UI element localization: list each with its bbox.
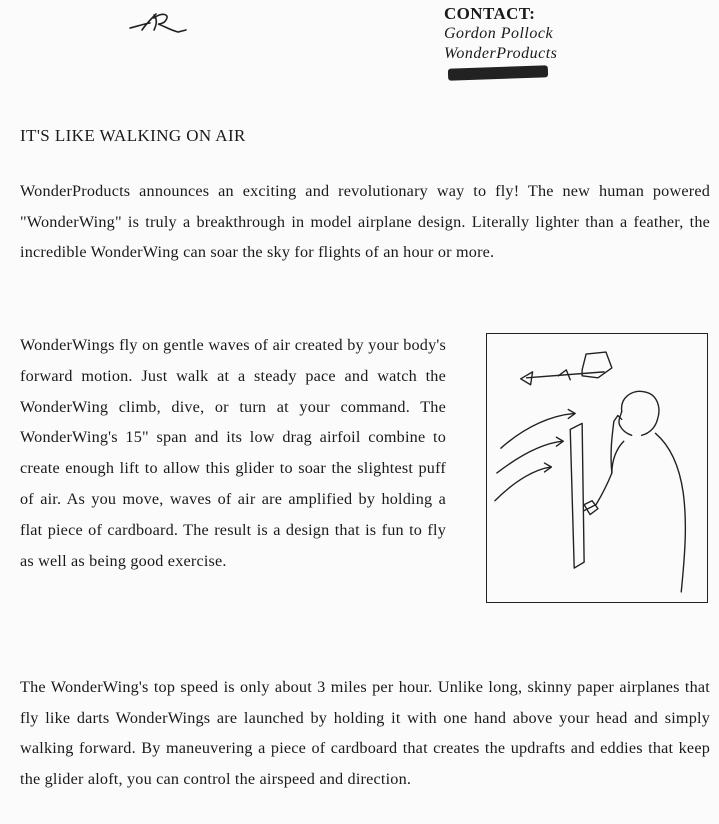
person-face <box>619 412 632 436</box>
handwritten-initials <box>128 6 188 38</box>
person-arm-forward <box>584 473 612 511</box>
paragraph-speed: The WonderWing's top speed is only about 3 miles per hour. Unlike long, skinny paper airplanes that fly like darts WonderWings are launched by holding it with one hand above your head and simply walking forward. By maneuvering a piece of cardboard that creates the updrafts and eddies that keep the glider aloft, you can control the airspeed and direction. <box>20 678 710 788</box>
person-head <box>622 391 659 435</box>
contact-company: WonderProducts <box>444 45 558 62</box>
contact-block <box>444 4 557 79</box>
headline: IT'S LIKE WALKING ON AIR <box>20 126 246 145</box>
person-back <box>655 433 685 592</box>
illustration-walker-glider <box>486 333 708 603</box>
airflow-line-3 <box>495 467 550 501</box>
illustration-drawing <box>487 334 707 602</box>
paragraph-how-it-flies: WonderWings fly on gentle waves of air created by your body's forward motion. Just walk at a steady pace and watch the WonderWing climb, dive, or turn at your command. The WonderWing's 15" span and its low drag airfoil combine to create enough lift to allow this glider to soar the slightest puff of air. As you move, waves of air are amplified by holding a flat piece of cardboard. The result is a design that is fun to fly as well as being good exercise. <box>20 336 446 570</box>
airflow-line-2 <box>497 441 562 473</box>
cardboard-sheet <box>570 423 584 568</box>
person-shoulder <box>612 441 624 473</box>
paragraph-intro: WonderProducts announces an exciting and revolutionary way to fly! The new human powered "WonderWing" is truly a breakthrough in model airplane design. Literally lighter than a feather, the incredible WonderWing can soar the sky for flights of an hour or more. <box>20 182 710 261</box>
glider-wing <box>582 352 612 378</box>
airflow-line-1 <box>501 413 574 448</box>
contact-label: CONTACT: <box>444 4 536 23</box>
contact-name: Gordon Pollock <box>444 25 554 42</box>
redacted-phone <box>448 65 548 80</box>
